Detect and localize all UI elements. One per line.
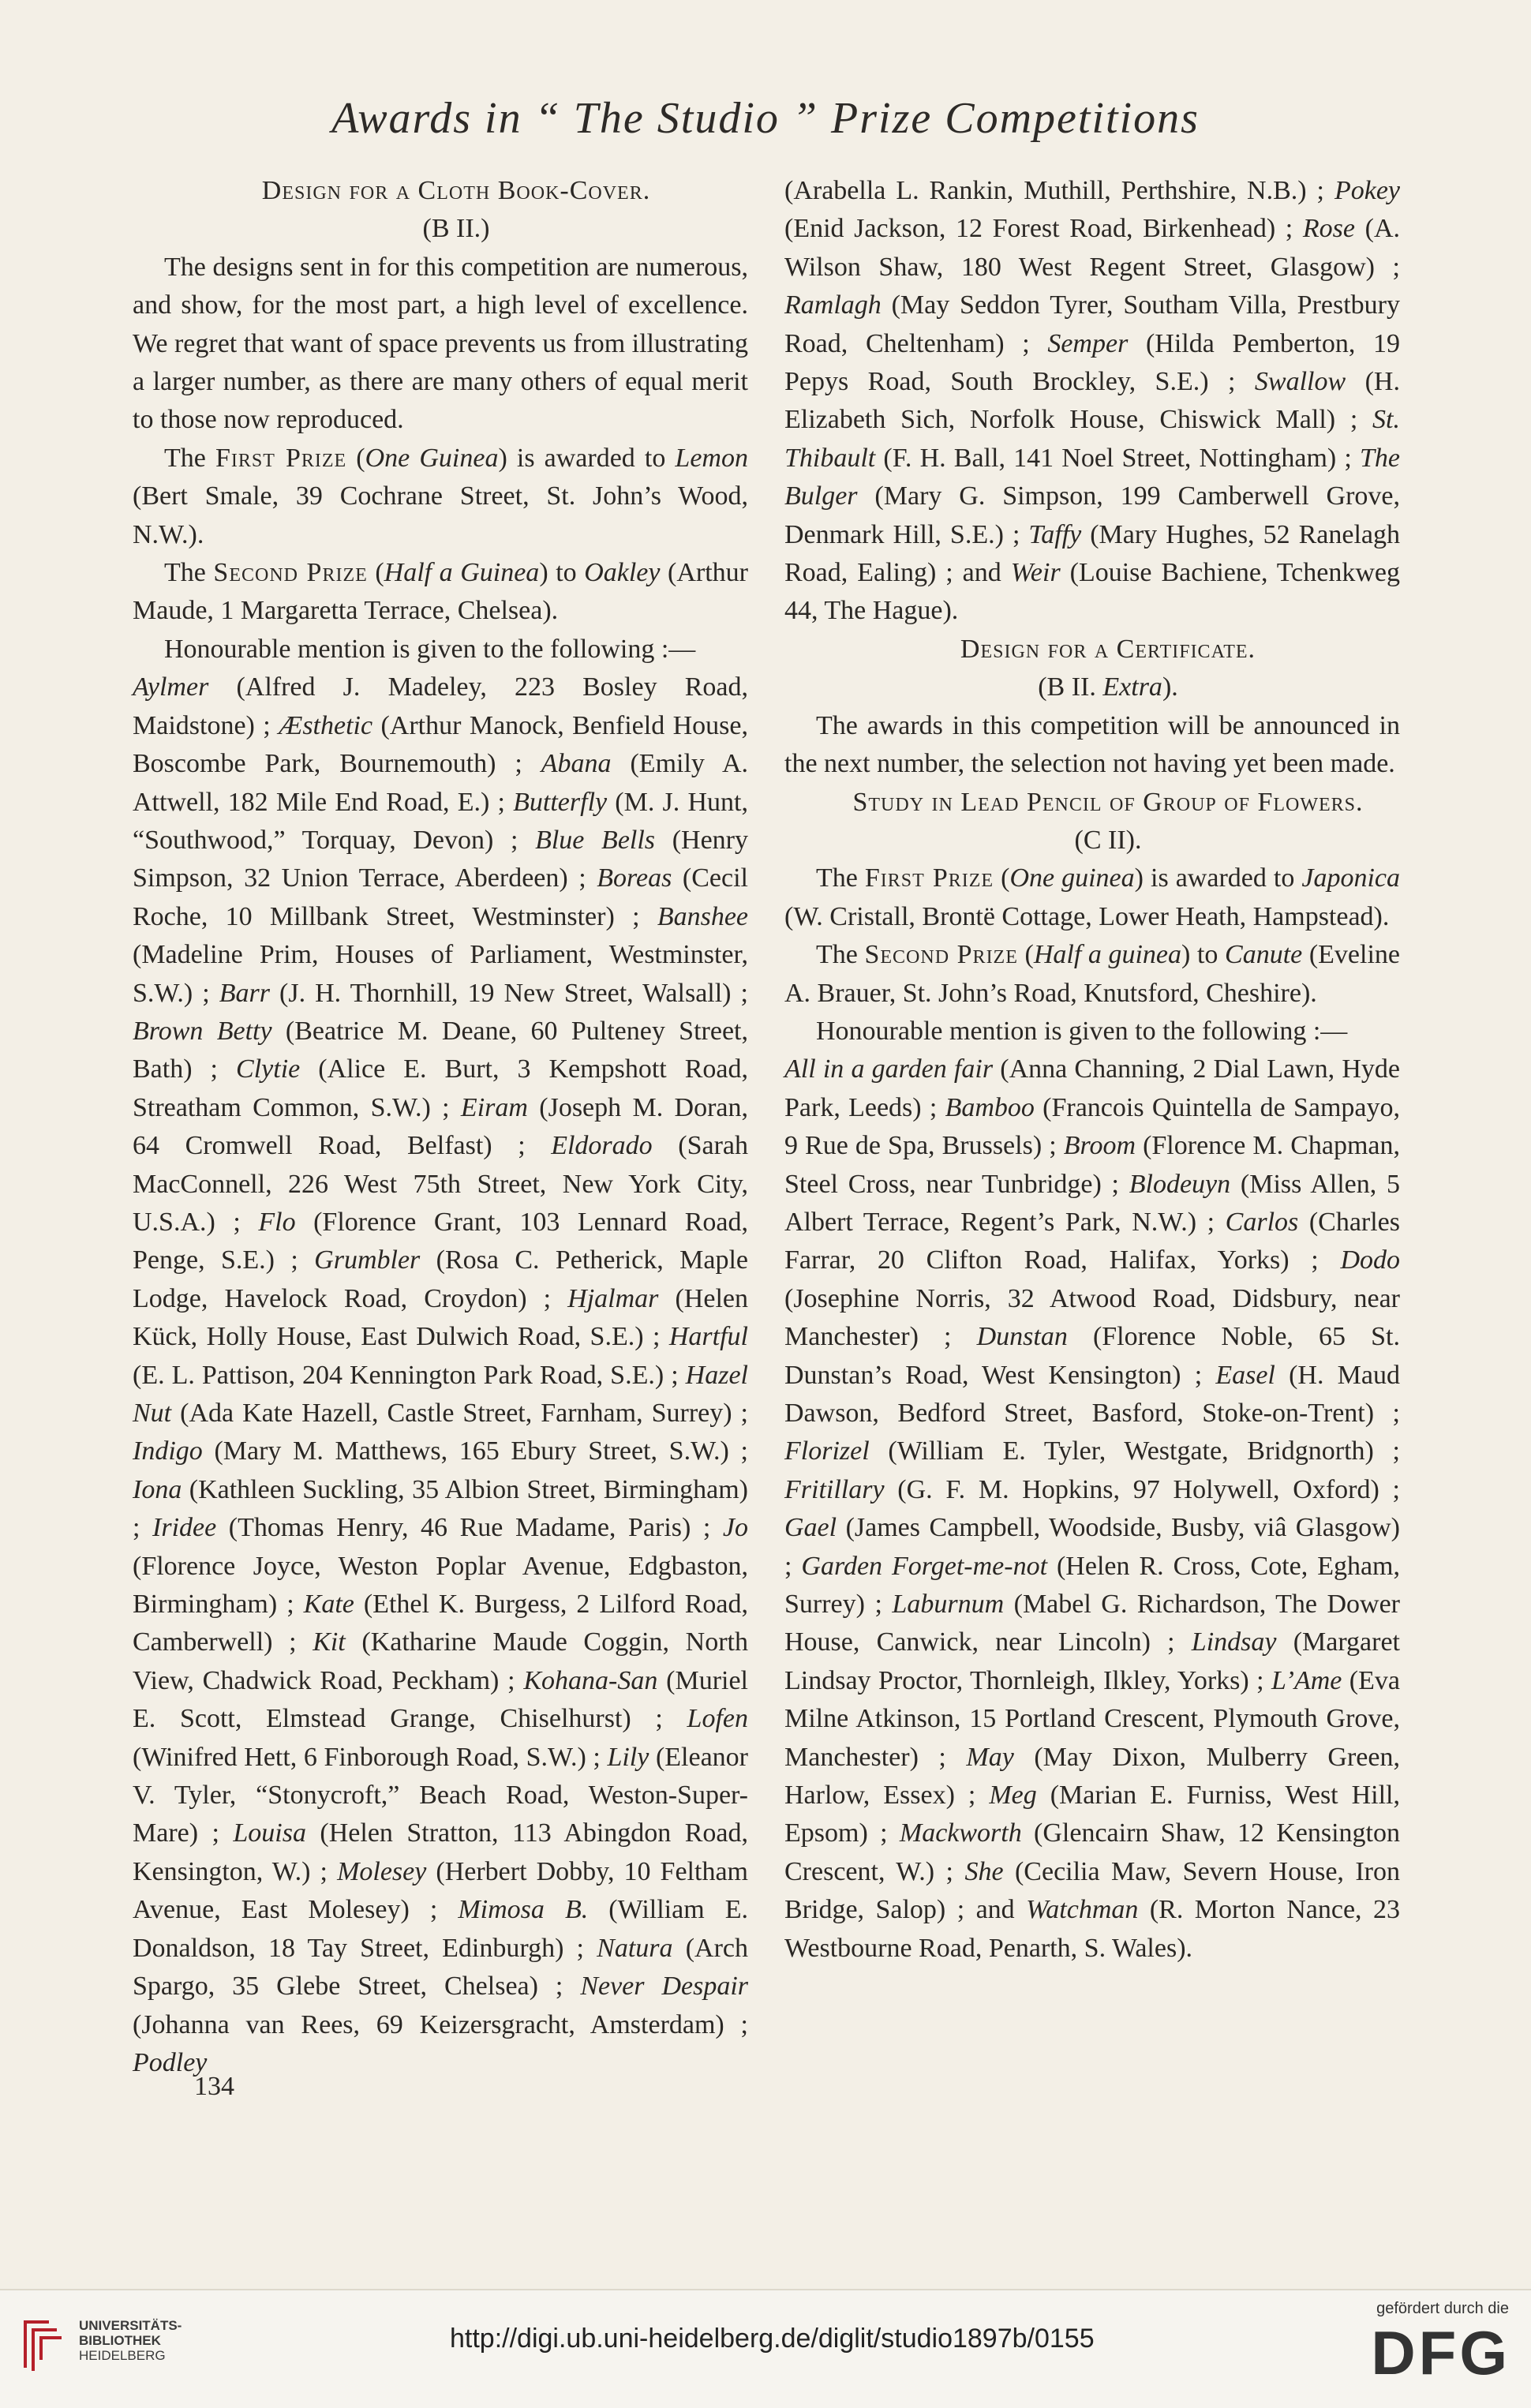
- entry-details: (Johanna van Rees, 69 Keizersgracht, Amsterdam) ;: [133, 2009, 748, 2039]
- text-run: ).: [1162, 672, 1178, 702]
- source-url-link[interactable]: http://digi.ub.uni-heidelberg.de/diglit/studio1897b/0155: [450, 2324, 1095, 2354]
- entry-pseudonym: Hjalmar: [567, 1283, 659, 1313]
- entry-details: (Mary M. Matthews, 165 Ebury Street, S.W.) ;: [202, 1436, 748, 1466]
- entry-pseudonym: Taffy: [1028, 519, 1082, 549]
- entry-details: (Florence Grant, 103 Lennard Road, Penge, S.E.) ;: [133, 1207, 748, 1275]
- entry-pseudonym: She: [964, 1856, 1004, 1886]
- entry-pseudonym: Abana: [541, 749, 612, 779]
- entry-pseudonym: May: [966, 1742, 1014, 1772]
- honourable-mention-intro-flowers: Honourable mention is given to the following :—: [816, 1016, 1348, 1046]
- second-prize-paragraph: [133, 554, 748, 631]
- entry-details: (Helen R. Cross, Cote, Egham, Surrey) ;: [784, 1551, 1401, 1620]
- entry-pseudonym: Jo: [722, 1513, 749, 1543]
- honourable-mention-list-flowers: [784, 1050, 1400, 1968]
- university-library-logo-icon: [17, 2313, 66, 2374]
- first-prize-paragraph-flowers: [784, 859, 1400, 936]
- entry-details: (Muriel E. Scott, Elmstead Grange, Chiselhurst) ;: [133, 1665, 749, 1734]
- entry-pseudonym: Aylmer: [133, 672, 209, 702]
- left-column: [133, 172, 748, 2082]
- entry-pseudonym: Fritillary: [784, 1474, 885, 1504]
- prize-amount: Half a guinea: [1033, 940, 1182, 970]
- entry-pseudonym: Blodeuyn: [1129, 1169, 1231, 1199]
- prize-label: First Prize: [215, 443, 347, 473]
- entry-pseudonym: Watchman: [1026, 1895, 1139, 1925]
- entry-details: (Eva Milne Atkinson, 15 Portland Crescent, Plymouth Grove, Manchester) ;: [784, 1665, 1400, 1772]
- entry-pseudonym: Bamboo: [945, 1092, 1035, 1122]
- entry-details: (Arch Spargo, 35 Glebe Street, Chelsea) ;: [133, 1933, 748, 2002]
- winner-details: (Arthur Maude, 1 Margaretta Terrace, Chelsea).: [133, 558, 748, 626]
- entry-details: (J. H. Thornhill, 19 New Street, Walsall) ;: [269, 978, 748, 1008]
- entry-pseudonym: Barr: [219, 978, 270, 1008]
- entry-pseudonym: Pokey: [1334, 176, 1400, 205]
- winner-pseudonym: Oakley: [584, 558, 661, 588]
- entry-pseudonym: Louisa: [233, 1818, 306, 1848]
- entry-pseudonym: Swallow: [1254, 367, 1346, 397]
- entry-pseudonym: Mimosa B.: [458, 1895, 589, 1925]
- entry-pseudonym: Kate: [303, 1590, 354, 1620]
- entry-details: (May Dixon, Mulberry Green, Harlow, Essex) ;: [784, 1742, 1400, 1811]
- section-heading-book-cover: Design for a Cloth Book-Cover.: [261, 176, 651, 205]
- entry-pseudonym: Florizel: [784, 1436, 870, 1466]
- entry-pseudonym: Iridee: [152, 1513, 217, 1543]
- entry-details: (Arabella L. Rankin, Muthill, Perthshire, N.B.) ;: [784, 176, 1334, 205]
- entry-details: (Eleanor V. Tyler, “Stonycroft,” Beach Road, Weston-Super-Mare) ;: [133, 1742, 748, 1848]
- library-name-line: HEIDELBERG: [79, 2348, 166, 2363]
- winner-details: (Bert Smale, 39 Cochrane Street, St. John’s Wood, N.W.).: [133, 481, 748, 549]
- entry-details: (R. Morton Nance, 23 Westbourne Road, Penarth, S. Wales).: [784, 1895, 1400, 1963]
- entry-details: (May Seddon Tyrer, Southam Villa, Prestbury Road, Cheltenham) ;: [784, 290, 1400, 358]
- entry-pseudonym: Æsthetic: [279, 710, 373, 740]
- entry-pseudonym: Garden Forget-me-not: [801, 1551, 1048, 1581]
- entry-details: (Helen Stratton, 113 Abingdon Road, Kensington, W.) ;: [133, 1818, 748, 1886]
- entry-details: (Miss Allen, 5 Albert Terrace, Regent’s Park, N.W.) ;: [784, 1169, 1401, 1237]
- entry-pseudonym: Rose: [1302, 214, 1355, 244]
- winner-details: (Eveline A. Brauer, St. John’s Road, Knutsford, Cheshire).: [784, 940, 1401, 1008]
- entry-pseudonym: Dunstan: [976, 1322, 1068, 1352]
- text-run: The: [816, 863, 865, 893]
- entry-details: (Emily A. Attwell, 182 Mile End Road, E.) ;: [133, 749, 748, 817]
- entry-details: (A. Wilson Shaw, 180 West Regent Street, Glasgow) ;: [784, 214, 1400, 282]
- entry-pseudonym: Boreas: [597, 863, 672, 893]
- entry-details: (Louise Bachiene, Tchenkweg 44, The Hague).: [784, 558, 1400, 626]
- entry-details: (Mabel G. Richardson, The Dower House, Canwick, near Lincoln) ;: [784, 1590, 1400, 1657]
- entry-details: (Sarah MacConnell, 226 West 75th Street, New York City, U.S.A.) ;: [133, 1131, 748, 1237]
- entry-details: (Alfred J. Madeley, 223 Bosley Road, Maidstone) ;: [133, 672, 748, 740]
- section-heading-certificate: Design for a Certificate.: [960, 634, 1256, 664]
- entry-pseudonym: Molesey: [337, 1856, 427, 1886]
- library-name-line: UNIVERSITÄTS-: [79, 2318, 182, 2333]
- winner-pseudonym: Canute: [1225, 940, 1303, 970]
- honourable-mention-list-continued: [784, 172, 1400, 631]
- entry-details: (Herbert Dobby, 10 Feltham Avenue, East Molesey) ;: [133, 1856, 748, 1925]
- intro-paragraph: The designs sent in for this competition are numerous, and show, for the most part, a high level of excellence. We regret that want of space prevents us from illustrating a larger number, as there are many others of equal merit to those now reproduced.: [133, 252, 748, 435]
- entry-details: (Enid Jackson, 12 Forest Road, Birkenhead) ;: [784, 214, 1303, 244]
- prize-amount: One Guinea: [365, 443, 499, 473]
- entry-details: (Mary Hughes, 52 Ranelagh Road, Ealing) ; and: [784, 519, 1400, 588]
- entry-details: (Ada Kate Hazell, Castle Street, Farnham, Surrey) ;: [171, 1399, 748, 1428]
- entry-pseudonym: Blue Bells: [535, 825, 656, 855]
- entry-pseudonym: Lindsay: [1191, 1627, 1277, 1657]
- entry-details: (H. Maud Dawson, Bedford Street, Basford, Stoke-on-Trent) ;: [784, 1360, 1400, 1428]
- entry-pseudonym: Kohana-San: [523, 1665, 658, 1695]
- entry-details: (Anna Channing, 2 Dial Lawn, Hyde Park, Leeds) ;: [784, 1054, 1400, 1122]
- running-head: Awards in “ The Studio ” Prize Competitions: [331, 94, 1200, 143]
- entry-details: (Rosa C. Petherick, Maple Lodge, Havelock Road, Croydon) ;: [133, 1245, 748, 1313]
- text-run: (: [994, 863, 1010, 893]
- text-run: The: [164, 558, 214, 588]
- entry-details: (Marian E. Furniss, West Hill, Epsom) ;: [784, 1781, 1400, 1848]
- first-prize-paragraph: [133, 440, 748, 554]
- funding-label: gefördert durch die: [1376, 2300, 1509, 2317]
- entry-pseudonym: Broom: [1063, 1131, 1136, 1161]
- entry-details: (Winifred Hett, 6 Finborough Road, S.W.) ;: [133, 1742, 608, 1772]
- section-code-certificate: [784, 668, 1400, 706]
- entry-details: (Charles Farrar, 20 Clifton Road, Halifax, Yorks) ;: [784, 1207, 1400, 1275]
- section-code-lead-pencil: (C II).: [1074, 825, 1142, 855]
- entry-pseudonym: Hazel Nut: [133, 1360, 748, 1428]
- entry-details: (Arthur Manock, Benfield House, Boscombe Park, Bournemouth) ;: [133, 710, 748, 779]
- entry-pseudonym: Semper: [1047, 328, 1129, 358]
- entry-details: (Alice E. Burt, 3 Kempshott Road, Streatham Common, S.W.) ;: [133, 1054, 748, 1122]
- entry-pseudonym: Natura: [597, 1933, 673, 1963]
- prize-amount: Half a Guinea: [384, 558, 540, 588]
- entry-details: (Florence M. Chapman, Steel Cross, near Tunbridge) ;: [784, 1131, 1401, 1199]
- entry-details: (Helen Kück, Holly House, East Dulwich Road, S.E.) ;: [133, 1283, 748, 1352]
- text-run-italic: Extra: [1102, 672, 1162, 702]
- entry-details: (H. Elizabeth Sich, Norfolk House, Chiswick Mall) ;: [784, 367, 1400, 435]
- entry-details: (Mary G. Simpson, 199 Camberwell Grove, Denmark Hill, S.E.) ;: [784, 481, 1400, 549]
- text-run: The: [816, 940, 865, 970]
- entry-details: (Glencairn Shaw, 12 Kensington Crescent, W.) ;: [784, 1818, 1401, 1886]
- text-run: ) is awarded to: [498, 443, 676, 473]
- text-run: ) to: [539, 558, 585, 588]
- page-number: 134: [194, 2072, 234, 2101]
- prize-label: Second Prize: [864, 940, 1018, 970]
- entry-details: (F. H. Ball, 141 Noel Street, Nottingham) ;: [875, 443, 1360, 473]
- text-run: (: [346, 443, 365, 473]
- entry-pseudonym: Hartful: [668, 1322, 748, 1352]
- prize-label: First Prize: [864, 863, 994, 893]
- certificate-paragraph: The awards in this competition will be announced in the next number, the selection not having yet been made.: [784, 710, 1400, 779]
- entry-pseudonym: Eiram: [460, 1092, 528, 1122]
- entry-details: (Florence Noble, 65 St. Dunstan’s Road, West Kensington) ;: [784, 1322, 1400, 1390]
- entry-pseudonym: Podley: [133, 2047, 208, 2077]
- entry-details: (William E. Donaldson, 18 Tay Street, Edinburgh) ;: [133, 1895, 748, 1963]
- entry-pseudonym: Iona: [133, 1474, 182, 1504]
- entry-details: (Margaret Lindsay Proctor, Thornleigh, Ilkley, Yorks) ;: [784, 1627, 1400, 1695]
- entry-pseudonym: Dodo: [1340, 1245, 1400, 1275]
- dfg-logo: DFG: [1371, 2318, 1510, 2387]
- entry-pseudonym: L’Ame: [1271, 1665, 1342, 1695]
- library-name-line: BIBLIOTHEK: [79, 2333, 161, 2348]
- entry-details: (Madeline Prim, Houses of Parliament, Westminster, S.W.) ;: [133, 940, 748, 1008]
- section-code-book-cover: (B II.): [422, 214, 490, 244]
- winner-pseudonym: Japonica: [1301, 863, 1401, 893]
- entry-pseudonym: Clytie: [236, 1054, 301, 1084]
- text-run: ) is awarded to: [1134, 863, 1302, 893]
- library-name: [79, 2318, 182, 2363]
- text-run: (B II.: [1038, 672, 1103, 702]
- winner-details: (W. Cristall, Brontë Cottage, Lower Heath, Hampstead).: [784, 901, 1390, 931]
- entry-pseudonym: Ramlagh: [784, 290, 882, 320]
- entry-pseudonym: Brown Betty: [133, 1016, 272, 1046]
- text-run: (: [1017, 940, 1034, 970]
- entry-details: (Henry Simpson, 32 Union Terrace, Aberdeen) ;: [133, 825, 748, 893]
- entry-pseudonym: Kit: [313, 1627, 346, 1657]
- entry-details: (James Campbell, Woodside, Busby, viâ Glasgow) ;: [784, 1513, 1400, 1581]
- second-prize-paragraph-flowers: [784, 936, 1400, 1013]
- entry-pseudonym: St. Thibault: [784, 405, 1400, 473]
- entry-details: (Kathleen Suckling, 35 Albion Street, Birmingham) ;: [133, 1474, 748, 1543]
- entry-pseudonym: Meg: [989, 1781, 1037, 1811]
- entry-details: (Florence Joyce, Weston Poplar Avenue, Edgbaston, Birmingham) ;: [133, 1551, 748, 1620]
- entry-details: (Josephine Norris, 32 Atwood Road, Didsbury, near Manchester) ;: [784, 1283, 1400, 1352]
- entry-pseudonym: Easel: [1215, 1360, 1275, 1390]
- winner-pseudonym: Lemon: [675, 443, 748, 473]
- entry-pseudonym: Lily: [607, 1742, 649, 1772]
- entry-pseudonym: Flo: [258, 1207, 296, 1237]
- entry-pseudonym: Never Despair: [580, 1972, 748, 2002]
- entry-pseudonym: Butterfly: [513, 787, 608, 817]
- entry-details: (Francois Quintella de Sampayo, 9 Rue de Spa, Brussels) ;: [784, 1092, 1400, 1161]
- entry-pseudonym: Gael: [784, 1513, 837, 1543]
- entry-details: (Joseph M. Doran, 64 Cromwell Road, Belfast) ;: [133, 1092, 749, 1161]
- right-column: [784, 172, 1400, 1968]
- entry-details: (William E. Tyler, Westgate, Bridgnorth) ;: [869, 1436, 1400, 1466]
- text-run: The: [164, 443, 215, 473]
- section-heading-lead-pencil: Study in Lead Pencil of Group of Flowers.: [852, 787, 1364, 817]
- entry-pseudonym: Grumbler: [314, 1245, 421, 1275]
- entry-details: (E. L. Pattison, 204 Kennington Park Road, S.E.) ;: [133, 1360, 686, 1390]
- entry-pseudonym: Carlos: [1225, 1207, 1299, 1237]
- entry-details: (Thomas Henry, 46 Rue Madame, Paris) ;: [216, 1513, 723, 1543]
- entry-details: (G. F. M. Hopkins, 97 Holywell, Oxford) ;: [884, 1474, 1400, 1504]
- entry-pseudonym: The Bulger: [784, 443, 1400, 511]
- entry-details: (Beatrice M. Deane, 60 Pulteney Street, Bath) ;: [133, 1016, 748, 1084]
- entry-pseudonym: Banshee: [657, 901, 748, 931]
- entry-pseudonym: Weir: [1010, 558, 1061, 588]
- prize-label: Second Prize: [213, 558, 368, 588]
- honourable-mention-list: [133, 668, 748, 2082]
- entry-details: (Katharine Maude Coggin, North View, Chadwick Road, Peckham) ;: [133, 1627, 748, 1695]
- text-run: ) to: [1181, 940, 1226, 970]
- entry-details: (Hilda Pemberton, 19 Pepys Road, South Brockley, S.E.) ;: [784, 328, 1400, 397]
- entry-pseudonym: Lofen: [687, 1704, 748, 1734]
- entry-details: (Cecilia Maw, Severn House, Iron Bridge, Salop) ; and: [784, 1856, 1400, 1925]
- text-run: (: [367, 558, 384, 588]
- honourable-mention-intro: Honourable mention is given to the following :—: [164, 634, 696, 664]
- entry-details: (M. J. Hunt, “Southwood,” Torquay, Devon) ;: [133, 787, 748, 855]
- prize-amount: One guinea: [1009, 863, 1135, 893]
- entry-pseudonym: Laburnum: [892, 1590, 1005, 1620]
- entry-details: (Cecil Roche, 10 Millbank Street, Westminster) ;: [133, 863, 748, 931]
- entry-pseudonym: Mackworth: [899, 1818, 1022, 1848]
- entry-pseudonym: All in a garden fair: [784, 1054, 994, 1084]
- entry-pseudonym: Indigo: [133, 1436, 203, 1466]
- entry-pseudonym: Eldorado: [551, 1131, 653, 1161]
- entry-details: (Ethel K. Burgess, 2 Lilford Road, Camberwell) ;: [133, 1590, 748, 1657]
